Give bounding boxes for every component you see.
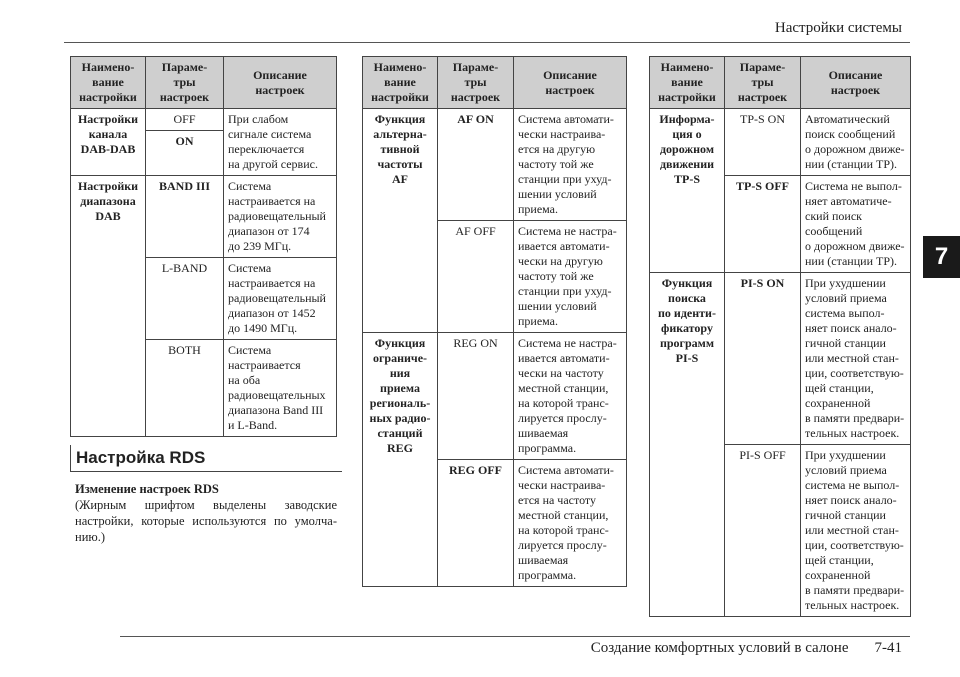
page-number: 7-41 bbox=[874, 640, 902, 656]
setting-name-af: Функция альтерна- тивной частоты AF bbox=[363, 109, 438, 333]
col-header-desc: Описание настроек bbox=[801, 57, 911, 109]
setting-name-pi-s: Функция поиска по иденти- фикатору программ PI-S bbox=[650, 273, 725, 617]
desc-tp-s-on: Автоматический поиск сообщений о дорожном движе- нии (станции TP). bbox=[801, 109, 911, 176]
param-both: BOTH bbox=[146, 340, 224, 437]
setting-name-dab-dab: Настройки канала DAB-DAB bbox=[71, 109, 146, 176]
param-l-band: L-BAND bbox=[146, 258, 224, 340]
desc-af-off: Система не настра- ивается автомати- чески на другую частоту той же станции при ухуд- шении условий приема. bbox=[514, 221, 627, 333]
dab-settings-table bbox=[70, 56, 337, 437]
col-header-desc: Описание настроек bbox=[224, 57, 337, 109]
desc-af-on: Система автомати- чески настраива- ется на другую частоту той же станции при ухуд- шении условий приема. bbox=[514, 109, 627, 221]
desc-both: Система настраивается на оба радиовещательных диапазона Band III и L-Band. bbox=[224, 340, 337, 437]
header-rule bbox=[64, 42, 910, 43]
param-off: OFF bbox=[146, 109, 224, 131]
rds-section-heading: Настройка RDS bbox=[70, 445, 342, 472]
setting-name-tp-s: Информа- ция о дорожном движении TP-S bbox=[650, 109, 725, 273]
col-header-desc: Описание настроек bbox=[514, 57, 627, 109]
desc-band-iii: Система настраивается на радиовещательный диапазон от 174 до 239 МГц. bbox=[224, 176, 337, 258]
desc-pi-s-off: При ухудшении условий приема система не выпол- няет поиск анало- гичной станции или местной стан- ции, соответствую- щей станции, сохраненной в памяти предвари- тельных настроек. bbox=[801, 445, 911, 617]
chapter-tab: 7 bbox=[923, 236, 960, 278]
page-footer bbox=[591, 640, 902, 657]
footer-section-title: Создание комфортных условий в салоне bbox=[590, 640, 849, 656]
desc-reg-off: Система автомати- чески настраива- ется на частоту местной станции, на которой транс- лируется прослу- шиваемая программа. bbox=[514, 460, 627, 587]
col-header-param: Параме- тры настроек bbox=[438, 57, 514, 109]
setting-name-dab-band: Настройки диапазона DAB bbox=[71, 176, 146, 437]
param-tp-s-on: TP-S ON bbox=[725, 109, 801, 176]
param-reg-off: REG OFF bbox=[438, 460, 514, 587]
col-header-name: Наимено- вание настройки bbox=[71, 57, 146, 109]
footer-rule bbox=[120, 636, 910, 637]
page-header-title: Настройки системы bbox=[774, 20, 902, 36]
param-pi-s-off: PI-S OFF bbox=[725, 445, 801, 617]
setting-name-reg: Функция ограниче- ния приема региональ- ных радио- станций REG bbox=[363, 333, 438, 587]
param-reg-on: REG ON bbox=[438, 333, 514, 460]
rds-af-reg-table bbox=[362, 56, 627, 587]
param-af-on: AF ON bbox=[438, 109, 514, 221]
param-pi-s-on: PI-S ON bbox=[725, 273, 801, 445]
col-header-param: Параме- тры настроек bbox=[725, 57, 801, 109]
desc-dab-off: При слабом сигнале система переключается на другой сервис. bbox=[224, 109, 337, 176]
rds-tp-pi-table bbox=[649, 56, 911, 617]
param-af-off: AF OFF bbox=[438, 221, 514, 333]
desc-l-band: Система настраивается на радиовещательный диапазон от 1452 до 1490 МГц. bbox=[224, 258, 337, 340]
col-header-name: Наимено- вание настройки bbox=[650, 57, 725, 109]
param-tp-s-off: TP-S OFF bbox=[725, 176, 801, 273]
param-on: ON bbox=[146, 131, 224, 176]
desc-tp-s-off: Система не выпол- няет автоматиче- ский поиск сообщений о дорожном движе- нии (станции TP). bbox=[801, 176, 911, 273]
rds-note: (Жирным шрифтом выделены заводские настройки, которые используются по умолчанию.) bbox=[75, 498, 337, 544]
col-header-name: Наимено- вание настройки bbox=[363, 57, 438, 109]
param-band-iii: BAND III bbox=[146, 176, 224, 258]
col-header-param: Параме- тры настроек bbox=[146, 57, 224, 109]
rds-subheading: Изменение настроек RDS bbox=[75, 482, 219, 496]
desc-reg-on: Система не настра- ивается автомати- чески на частоту местной станции, на которой транс- лируется прослу- шиваемая программа. bbox=[514, 333, 627, 460]
desc-pi-s-on: При ухудшении условий приема система выпол- няет поиск анало- гичной станции или местной стан- ции, соответствую- щей станции, сохраненной в памяти предвари- тельных настроек. bbox=[801, 273, 911, 445]
